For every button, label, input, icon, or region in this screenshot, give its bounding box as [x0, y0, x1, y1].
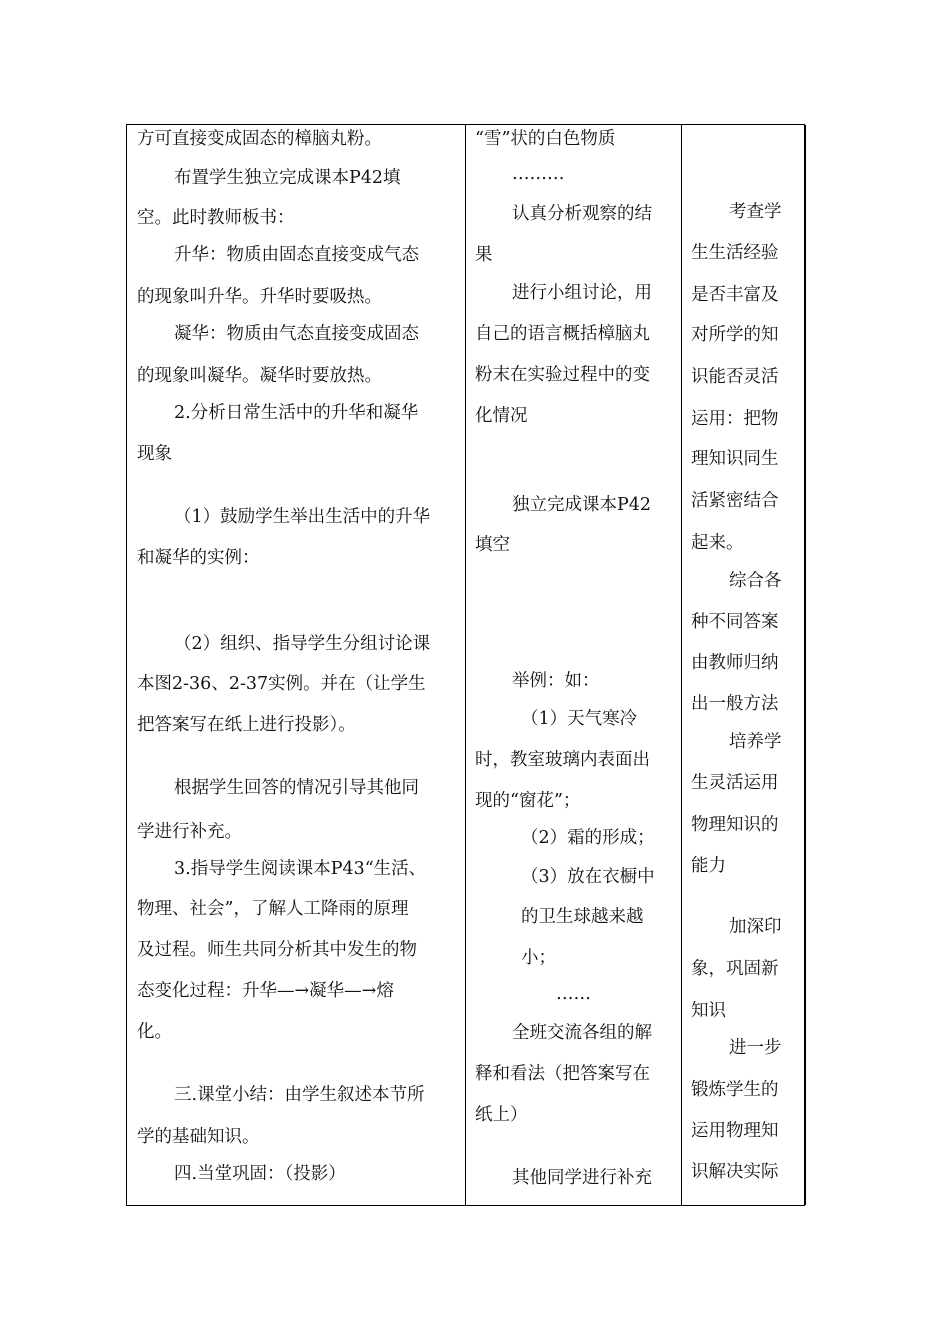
text-line: 培养学 [729, 732, 782, 752]
text-line: 象，巩固新 [691, 959, 779, 979]
text-line: 是否丰富及 [691, 285, 779, 305]
text-line: 三.课堂小结：由学生叙述本节所 [174, 1085, 425, 1105]
column-divider [681, 125, 682, 1205]
text-line: 运用：把物 [691, 409, 779, 429]
text-line: （3）放在衣橱中 [521, 867, 655, 887]
text-line: 学进行补充。 [137, 822, 242, 842]
text-line: 的卫生球越来越 [521, 907, 644, 927]
text-line: 活紧密结合 [691, 491, 779, 511]
text-line: 生灵活运用 [691, 773, 779, 793]
text-line: 释和看法（把答案写在 [475, 1064, 650, 1084]
text-line: 化。 [137, 1022, 172, 1042]
text-line: 进一步 [729, 1038, 782, 1058]
text-line: 种不同答案 [691, 612, 779, 632]
text-line: 果 [475, 245, 493, 265]
text-line: （1）鼓励学生举出生活中的升华 [174, 507, 431, 527]
text-line: 本图2-36、2-37实例。并在（让学生 [137, 674, 426, 694]
text-line: 由教师归纳 [691, 653, 779, 673]
text-line: 理知识同生 [691, 449, 779, 469]
text-line: 和凝华的实例： [137, 548, 260, 568]
text-line: 根据学生回答的情况引导其他同 [174, 778, 419, 798]
text-line: 对所学的知 [691, 325, 779, 345]
text-line: 锻炼学生的 [691, 1080, 779, 1100]
text-line: 升华：物质由固态直接变成气态 [174, 245, 419, 265]
text-line: 识解决实际 [691, 1162, 779, 1182]
text-line: 物理知识的 [691, 815, 779, 835]
text-line: 的现象叫凝华。凝华时要放热。 [137, 366, 382, 386]
text-line: …… [556, 984, 591, 1004]
text-line: 学的基础知识。 [137, 1127, 260, 1147]
text-line: 填空 [475, 535, 510, 555]
text-line: 空。此时教师板书： [137, 208, 295, 228]
text-line: 全班交流各组的解 [512, 1023, 652, 1043]
column-divider [805, 125, 806, 1205]
text-line: 考查学 [729, 202, 782, 222]
text-line: 凝华：物质由气态直接变成固态 [174, 324, 419, 344]
text-line: 其他同学进行补充 [512, 1168, 652, 1188]
text-line: 进行小组讨论，用 [512, 283, 652, 303]
text-line: 出一般方法 [691, 694, 779, 714]
text-line: 能力 [691, 856, 726, 876]
column-divider [465, 125, 466, 1205]
text-line: 运用物理知 [691, 1121, 779, 1141]
text-line: 自己的语言概括樟脑丸 [475, 324, 650, 344]
text-line: 布置学生独立完成课本P42填 [174, 168, 401, 188]
text-line: 加深印 [729, 917, 782, 937]
text-line: 起来。 [691, 533, 744, 553]
text-line: 举例：如： [512, 671, 600, 691]
text-line: 粉末在实验过程中的变 [475, 365, 650, 385]
text-line: 生生活经验 [691, 243, 779, 263]
text-line: 现象 [137, 444, 172, 464]
text-line: 把答案写在纸上进行投影）。 [137, 715, 356, 735]
text-line: 四.当堂巩固：（投影） [174, 1164, 346, 1184]
text-line: 知识 [691, 1001, 726, 1021]
text-line: 综合各 [729, 571, 782, 591]
text-line: 纸上） [475, 1105, 528, 1125]
text-line: （1）天气寒冷 [521, 709, 638, 729]
text-line: （2）霜的形成； [521, 828, 655, 848]
text-line: 及过程。师生共同分析其中发生的物 [137, 940, 417, 960]
text-line: 3.指导学生阅读课本P43“生活、 [174, 859, 427, 879]
text-line: 物理、社会”，了解人工降雨的原理 [137, 899, 409, 919]
text-line: 化情况 [475, 406, 528, 426]
text-line: 方可直接变成固态的樟脑丸粉。 [137, 129, 382, 149]
text-line: 时，教室玻璃内表面出 [475, 750, 650, 770]
text-line: ……… [512, 164, 565, 184]
text-line: 认真分析观察的结 [512, 204, 652, 224]
text-line: 小； [521, 948, 556, 968]
text-line: 的现象叫升华。升华时要吸热。 [137, 287, 382, 307]
text-line: “雪”状的白色物质 [475, 129, 616, 149]
text-line: 识能否灵活 [691, 367, 779, 387]
text-line: 2.分析日常生活中的升华和凝华 [174, 403, 419, 423]
lesson-plan-table [126, 124, 805, 1206]
text-line: （2）组织、指导学生分组讨论课 [174, 634, 431, 654]
text-line: 现的“窗花”； [475, 791, 581, 811]
text-line: 态变化过程：升华—→凝华—→熔 [137, 981, 394, 1001]
text-line: 独立完成课本P42 [512, 495, 652, 515]
